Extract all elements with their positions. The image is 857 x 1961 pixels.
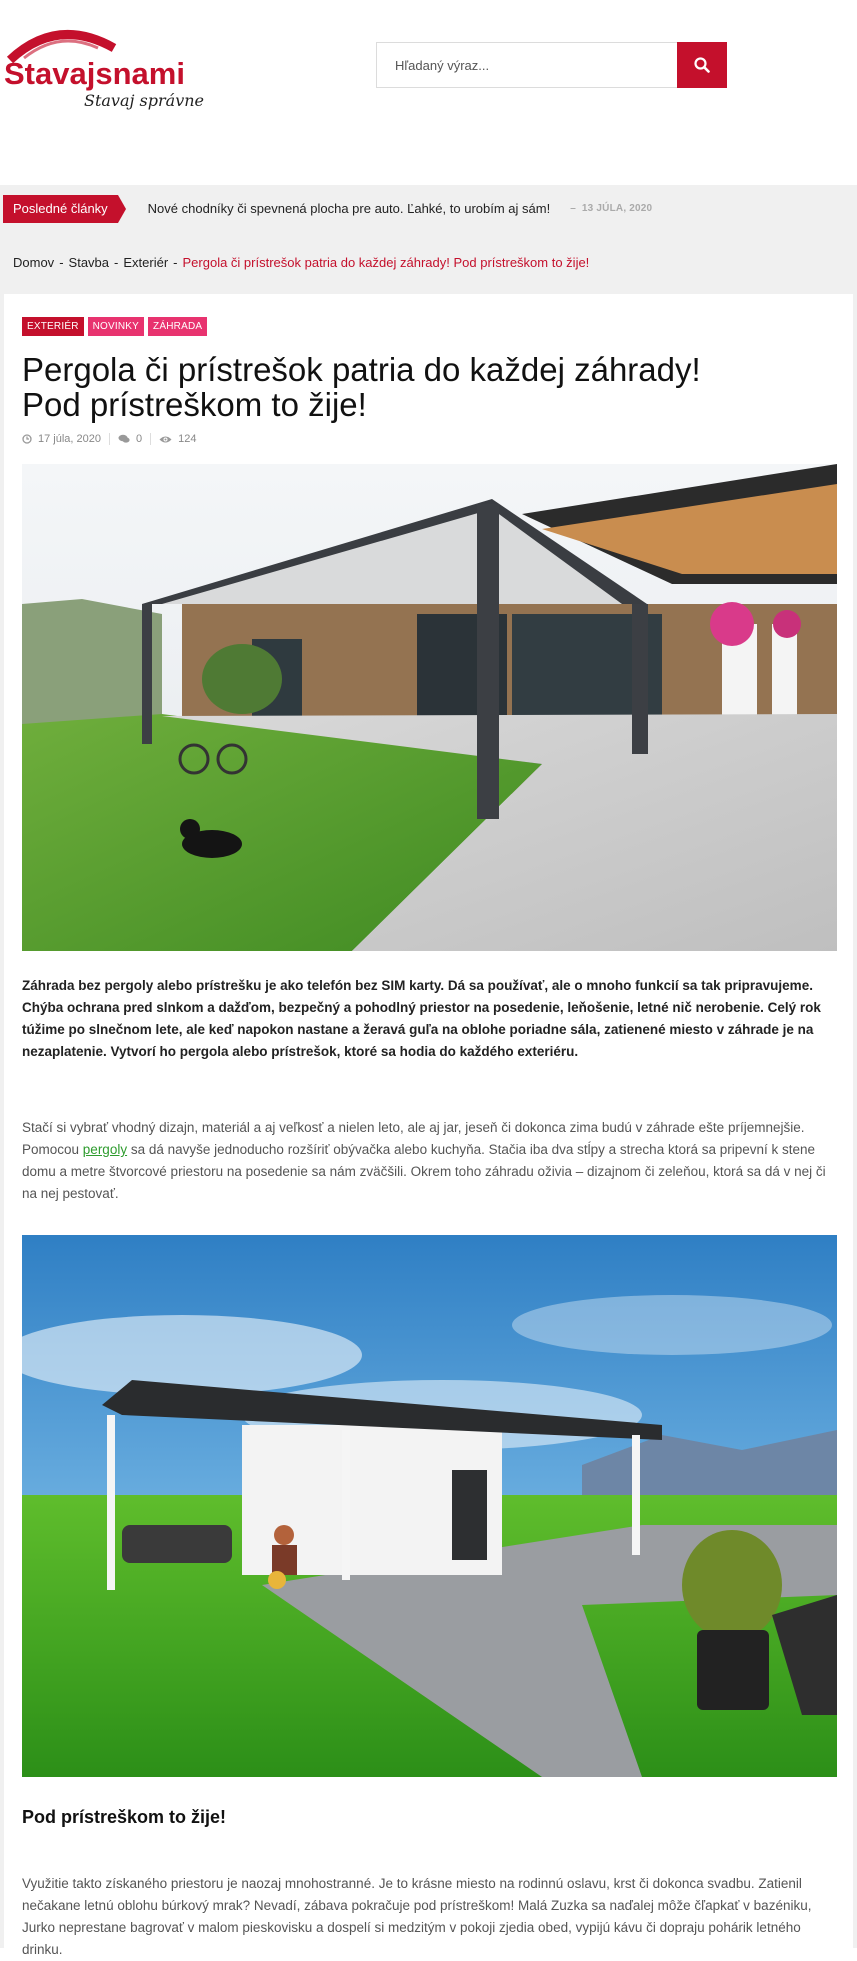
- pergoly-link[interactable]: pergoly: [82, 1142, 128, 1157]
- breadcrumb-separator: -: [114, 255, 119, 270]
- article-lead: Záhrada bez pergoly alebo prístrešku je ako telefón bez SIM karty. Dá sa používať, ale o mnoho funkcií sa tak pripravujeme. Chýba ochrana pred slnkom a dažďom, bezpečný a pohodlný priestor na posedenie, leňošenie, letné nič nerobenie. Celý rok túžime po slnečnom lete, ale keď napokon nastane a žeravá guľa na oblohe poriadne sála, zatienené miesto v záhrade je na nezaplatenie. Vytvorí ho pergola alebo prístrešok, ktoré sa hodia do každého exteriéru.: [22, 978, 821, 1059]
- logo-tagline: Stavaj správne: [84, 91, 205, 110]
- comment-icon: [118, 434, 130, 444]
- eye-icon: [159, 435, 172, 444]
- site-logo[interactable]: [2, 18, 212, 118]
- search-input[interactable]: [376, 42, 677, 88]
- article-image-carport: [22, 1235, 837, 1777]
- ticker-label: Posledné články: [3, 195, 118, 223]
- breadcrumb-stavba[interactable]: Stavba: [68, 255, 110, 270]
- article-title-line1: Pergola či prístrešok patria do každej záhrady!: [22, 351, 701, 388]
- latest-articles-ticker: [0, 185, 857, 232]
- site-header: [0, 0, 857, 185]
- search-button[interactable]: [677, 42, 727, 88]
- logo-text: Stavajsnami: [4, 56, 185, 91]
- article-views: [159, 433, 196, 445]
- breadcrumb-separator: -: [59, 255, 64, 270]
- article-title-line2: Pod prístreškom to žije!: [22, 386, 367, 423]
- article-date: [22, 433, 101, 445]
- article-image-pergola: [22, 464, 837, 951]
- search-form: [376, 42, 727, 88]
- breadcrumb-current: Pergola či prístrešok patria do každej záhrady! Pod prístreškom to žije!: [182, 255, 590, 270]
- tag-zahrada[interactable]: ZÁHRADA: [148, 317, 207, 336]
- para1-text-before: Stačí si vybrať vhodný dizajn, materiál a aj veľkosť a nielen leto, ale aj jar, jeseň či dokonca zima budú v záhrade ešte príjemnejšie. Pomocou: [22, 1120, 805, 1157]
- search-icon: [694, 57, 710, 73]
- article-date-text: 17 júla, 2020: [38, 433, 101, 445]
- article-title: [22, 352, 822, 422]
- clock-icon: [22, 434, 32, 444]
- ticker-headline-link[interactable]: Nové chodníky či spevnená plocha pre auto. Ľahké, to urobím aj sám!: [147, 201, 551, 216]
- para1-text-after: sa dá navyše jednoducho rozšíriť obývačka alebo kuchyňa. Stačia iba dva stĺpy a strecha ktorá sa pripevní k stene domu a metre štvorcové priestoru na posedenie sa nám zväčšili. Okrem toho záhradu oživia – dizajnom či zeleňou, ktorá sa dá v nej či na nej pestovať.: [22, 1142, 826, 1201]
- article-comments-count: 0: [136, 433, 143, 445]
- breadcrumb-separator: -: [173, 255, 178, 270]
- ticker-date-text: 13 JÚLA, 2020: [581, 203, 653, 214]
- article-subheading: Pod prístreškom to žije!: [22, 1807, 227, 1827]
- meta-divider: [150, 433, 151, 445]
- article-content: [0, 294, 857, 1957]
- meta-divider: [109, 433, 110, 445]
- breadcrumb-exterier[interactable]: Exteriér: [123, 255, 169, 270]
- article-comments[interactable]: [118, 433, 142, 445]
- article-paragraph-2: Využitie takto získaného priestoru je naozaj mnohostranné. Je to krásne miesto na rodinnú oslavu, krst či dokonca svadbu. Zatienil nečakane letnú oblohu búrkový mrak? Nevadí, zábava pokračuje pod prístreškom! Malá Zuzka sa naďalej môže čľapkať v bazéniku, Jurko neprestane bagrovať v malom pieskovisku a dospelí si medzitým v pokoji zjedia obed, vypijú kávu či dopraju pohárik letného drinku.: [22, 1876, 812, 1957]
- article-tags: [22, 317, 207, 336]
- tag-exterier[interactable]: EXTERIÉR: [22, 317, 84, 336]
- tag-novinky[interactable]: NOVINKY: [88, 317, 144, 336]
- article-paragraph-1: [22, 1117, 837, 1205]
- breadcrumb: [0, 232, 857, 294]
- ticker-date: – 13 JÚLA, 2020: [570, 203, 653, 214]
- article-views-count: 124: [178, 433, 197, 445]
- article-meta: [22, 433, 196, 445]
- breadcrumb-home[interactable]: Domov: [13, 255, 55, 270]
